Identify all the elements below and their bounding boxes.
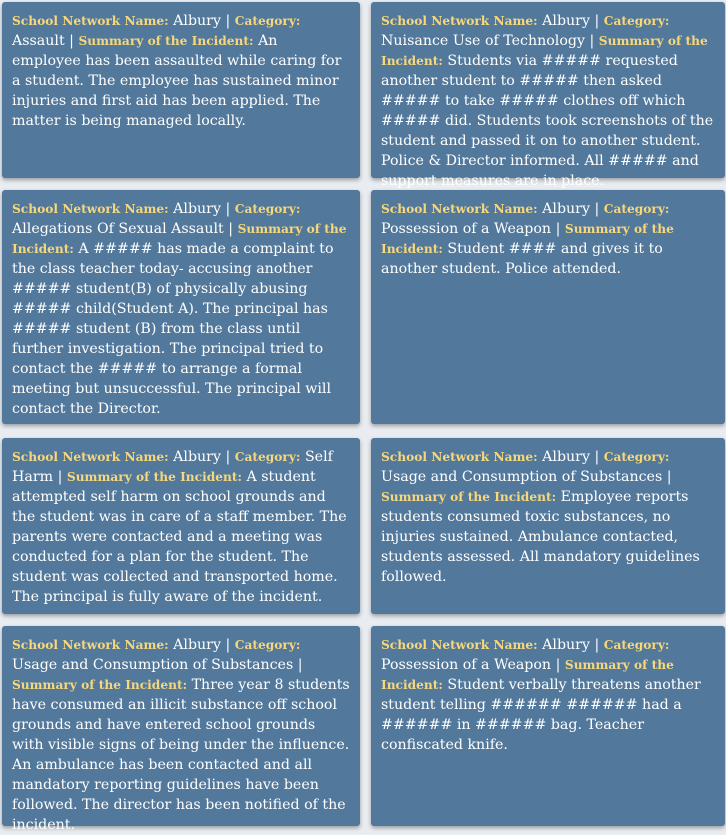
network-label: School Network Name: <box>381 14 538 28</box>
category-label: Category: <box>603 202 670 216</box>
summary-label: Summary of the Incident: <box>381 490 557 504</box>
category-value: Usage and Consumption of Substances <box>381 469 663 485</box>
summary-label: Summary of the Incident: <box>381 658 674 692</box>
separator: | <box>297 657 303 673</box>
category-label: Category: <box>603 14 670 28</box>
summary-value: An employee has been assaulted while caring for a student. The employee has sustained minor injuries and first aid has been applied. The matter is being managed locally. <box>12 33 342 129</box>
summary-value: A student attempted self harm on school grounds and the student was in care of a staff member. The parents were contacted and a meeting was conducted for a plan for the student. The student was collected and transported home. The principal is fully aware of the incident. <box>12 469 347 605</box>
category-label: Category: <box>603 450 670 464</box>
summary-label: Summary of the Incident: <box>381 34 708 68</box>
incident-card <box>371 626 725 826</box>
category-value: Nuisance Use of Technology <box>381 33 585 49</box>
summary-value: Employee reports students consumed toxic substances, no injuries sustained. Ambulance contacted, students assessed. All mandatory guidelines followed. <box>381 489 700 585</box>
network-label: School Network Name: <box>381 202 538 216</box>
network-value: Albury <box>542 201 590 217</box>
network-label: School Network Name: <box>12 14 169 28</box>
category-value: Usage and Consumption of Substances <box>12 657 294 673</box>
category-value: Possession of a Weapon <box>381 221 552 237</box>
separator: | <box>589 33 595 49</box>
network-value: Albury <box>542 13 590 29</box>
category-value: Self Harm <box>12 449 333 485</box>
summary-value: Students via ##### requested another student to ##### then asked ##### to take ##### clothes off which ##### did. Students took screenshots of the student and passed it on to another student. Police & Director informed. All ##### and support measures are in place. <box>381 53 714 189</box>
network-value: Albury <box>542 637 590 653</box>
separator: | <box>225 637 231 653</box>
network-value: Albury <box>173 201 221 217</box>
separator: | <box>225 13 231 29</box>
separator: | <box>594 13 600 29</box>
separator: | <box>69 33 74 49</box>
summary-value: Student verbally threatens another student telling ###### ###### had a ###### in ###### bag. Teacher confiscated knife. <box>381 677 701 753</box>
incident-card <box>2 2 360 178</box>
network-label: School Network Name: <box>381 450 538 464</box>
separator: | <box>225 201 231 217</box>
network-label: School Network Name: <box>12 202 169 216</box>
separator: | <box>594 201 600 217</box>
separator: | <box>594 637 600 653</box>
incident-card <box>2 190 360 424</box>
network-label: School Network Name: <box>12 638 169 652</box>
network-value: Albury <box>173 449 221 465</box>
separator: | <box>225 449 231 465</box>
category-label: Category: <box>234 450 301 464</box>
category-label: Category: <box>603 638 670 652</box>
summary-label: Summary of the Incident: <box>78 34 254 48</box>
category-label: Category: <box>234 14 301 28</box>
incident-card <box>2 626 360 833</box>
summary-value: A ##### has made a complaint to the class teacher today- accusing another ##### student(B) of physically abusing ##### child(Student A). The principal has ##### student (B) from the class until further investigation. The principal tried to contact the ##### to arrange a formal meeting but unsuccessful. The principal will contact the Director. <box>12 241 334 417</box>
incident-card <box>371 438 725 614</box>
network-value: Albury <box>173 637 221 653</box>
category-value: Assault <box>12 33 65 49</box>
category-label: Category: <box>234 638 301 652</box>
incident-card <box>2 438 360 614</box>
incident-card <box>371 190 725 424</box>
summary-label: Summary of the Incident: <box>381 222 674 256</box>
separator: | <box>228 221 234 237</box>
summary-label: Summary of the Incident: <box>12 222 347 256</box>
separator: | <box>555 221 561 237</box>
separator: | <box>594 449 600 465</box>
summary-value: Student #### and gives it to another student. Police attended. <box>381 241 663 277</box>
separator: | <box>57 469 63 485</box>
separator: | <box>555 657 561 673</box>
network-label: School Network Name: <box>12 450 169 464</box>
category-label: Category: <box>234 202 301 216</box>
network-label: School Network Name: <box>381 638 538 652</box>
network-value: Albury <box>173 13 221 29</box>
network-value: Albury <box>542 449 590 465</box>
category-value: Possession of a Weapon <box>381 657 552 673</box>
summary-label: Summary of the Incident: <box>66 470 242 484</box>
summary-value: Three year 8 students have consumed an illicit substance off school grounds and have entered school grounds with visible signs of being under the influence. An ambulance has been contacted and all mandatory reporting guidelines have been followed. The director has been notified of the incident. <box>12 677 350 833</box>
category-value: Allegations Of Sexual Assault <box>12 221 224 237</box>
incident-card <box>371 2 725 189</box>
separator: | <box>666 469 672 485</box>
summary-label: Summary of the Incident: <box>12 678 188 692</box>
